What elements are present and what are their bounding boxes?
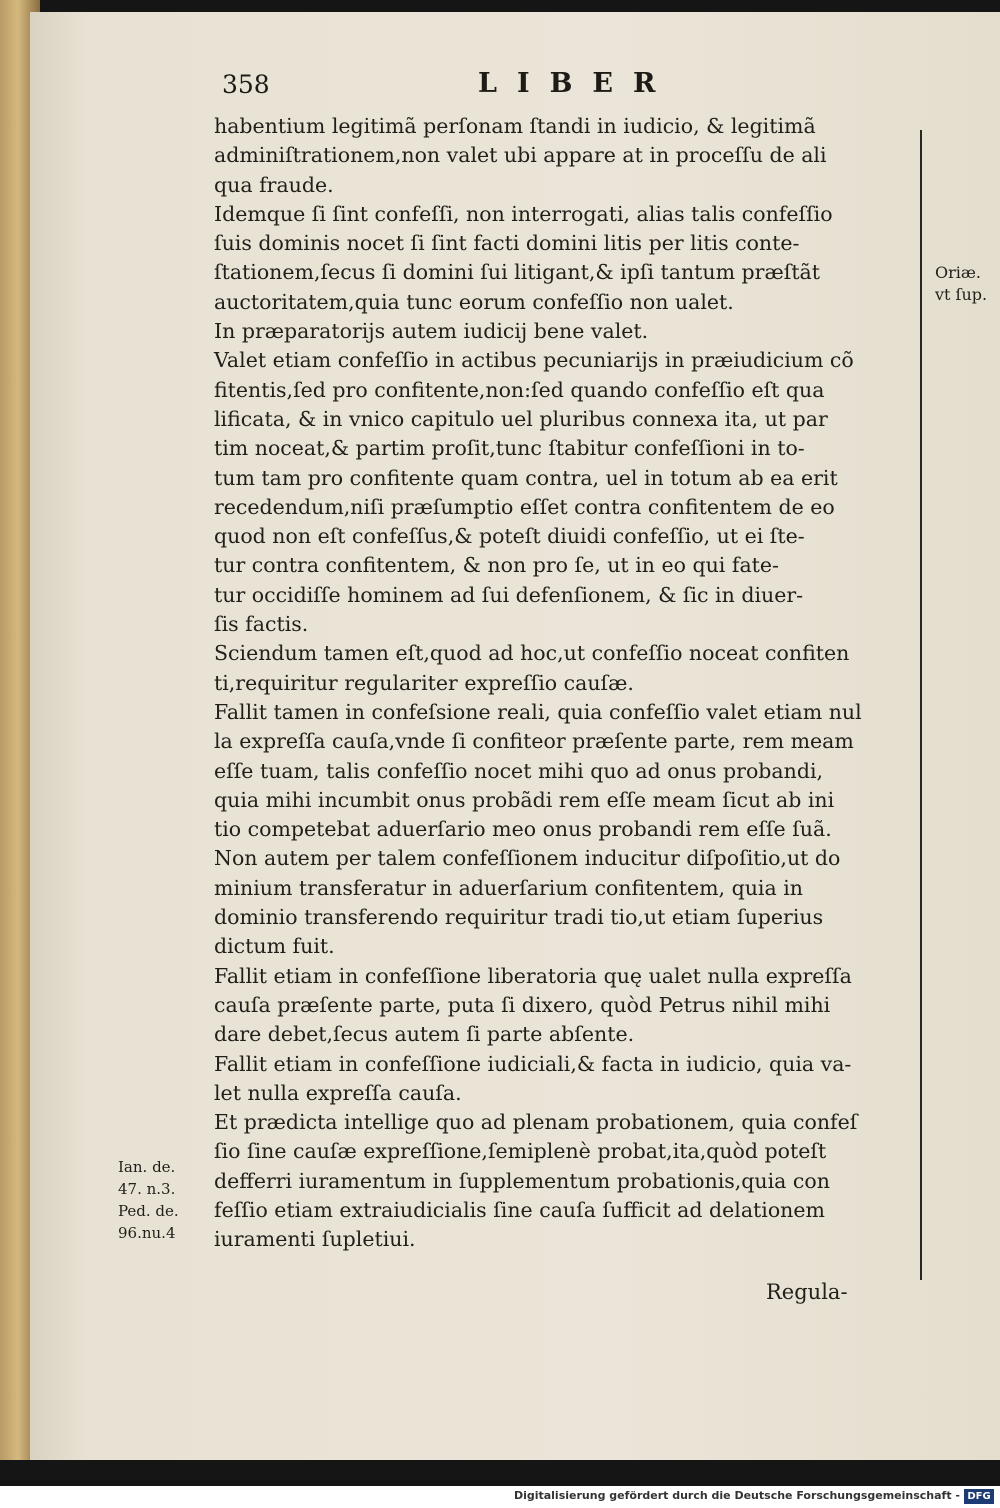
paragraph <box>214 317 914 346</box>
text-line: Fallit etiam in confeſſione iudiciali,& facta in iudicio, quia va- <box>214 1051 852 1076</box>
text-line: tum tam pro confitente quam contra, uel in totum ab ea erit <box>214 465 838 490</box>
text-line: Sciendum tamen eſt,quod ad hoc,ut confeſſio noceat confiten <box>214 641 850 666</box>
margin-note-line: 96.nu.4 <box>118 1224 176 1242</box>
text-line: qua fraude. <box>214 172 334 197</box>
catchword: Regula- <box>766 1280 848 1304</box>
text-line: la expreſſa cauſa,vnde ſi confiteor præſente parte, rem meam <box>214 729 854 754</box>
text-line: feſſio etiam extraiudicialis ſine cauſa ſufficit ad delationem <box>214 1197 825 1222</box>
body-text <box>214 112 914 1255</box>
text-line: quod non eſt confeſſus,& poteſt diuidi confeſſio, ut ei ſte- <box>214 524 805 549</box>
text-line: In præparatorijs autem iudicij bene valet. <box>214 319 649 344</box>
text-line: dominio transferendo requiritur tradi tio,ut etiam ſuperius <box>214 905 824 930</box>
margin-note-right <box>935 262 987 306</box>
text-line: tur contra confitentem, & non pro ſe, ut in eo qui fate- <box>214 553 779 578</box>
text-line: recedendum,niſi præſumptio eſſet contra confitentem de eo <box>214 494 835 519</box>
text-line: tur occidiſſe hominem ad ſui defenſionem, & ſic in diuer- <box>214 582 804 607</box>
paragraph <box>214 962 914 1050</box>
text-line: tim noceat,& partim proſit,tunc ſtabitur confeſſioni in to- <box>214 436 805 461</box>
margin-note-line: Oriæ. <box>935 263 982 282</box>
text-line: adminiſtrationem,non valet ubi appare at in proceſſu de ali <box>214 143 827 168</box>
paragraph <box>214 1108 914 1254</box>
text-line: let nulla expreſſa cauſa. <box>214 1080 462 1105</box>
text-line: auctoritatem,quia tunc eorum confeſſio non ualet. <box>214 289 734 314</box>
text-line: lificata, & in vnico capitulo uel pluribus connexa ita, ut par <box>214 406 828 431</box>
margin-note-line: Ped. de. <box>118 1202 179 1220</box>
text-line: tio competebat aduerſario meo onus probandi rem eſſe ſuã. <box>214 817 832 842</box>
paragraph <box>214 639 914 698</box>
text-line: ſio ſine cauſæ expreſſione,ſemiplenè probat,ita,quòd poteſt <box>214 1139 827 1164</box>
dfg-logo: DFG <box>964 1489 994 1504</box>
paragraph <box>214 698 914 844</box>
text-line: Non autem per talem confeſſionem inducitur diſpoſitio,ut do <box>214 846 841 871</box>
paragraph <box>214 112 914 200</box>
text-line: cauſa præſente parte, puta ſi dixero, quòd Petrus nihil mihi <box>214 992 831 1017</box>
paragraph <box>214 200 914 317</box>
text-line: Valet etiam confeſſio in actibus pecuniarijs in præiudicium cõ <box>214 348 854 373</box>
text-line: ti,requiritur regulariter expreſſio cauſæ. <box>214 670 634 695</box>
running-head: LIBER <box>478 68 676 99</box>
text-line: eſſe tuam, talis confeſſio nocet mihi quo ad onus probandi, <box>214 758 824 783</box>
text-line: minium transferatur in aduerſarium confitentem, quia in <box>214 875 803 900</box>
margin-note-line: 47. n.3. <box>118 1180 176 1198</box>
text-line: dare debet,ſecus autem ſi parte abſente. <box>214 1022 635 1047</box>
text-line: fitentis,ſed pro confitente,non:ſed quando confeſſio eſt qua <box>214 377 825 402</box>
text-line: ſuis dominis nocet ſi ſint facti domini litis per litis conte- <box>214 231 800 256</box>
margin-rule <box>920 130 922 1280</box>
text-line: Idemque ſi ſint confeſſi, non interrogati, alias talis confeſſio <box>214 201 833 226</box>
text-line: dictum fuit. <box>214 934 335 959</box>
paragraph <box>214 346 914 639</box>
text-line: Fallit tamen in confeſsione reali, quia confeſſio valet etiam nul <box>214 699 862 724</box>
page-number: 358 <box>222 70 270 99</box>
text-line: quia mihi incumbit onus probãdi rem eſſe meam ſicut ab ini <box>214 787 835 812</box>
text-line: ſtationem,ſecus ſi domini ſui litigant,& ipſi tantum præſtãt <box>214 260 821 285</box>
footer-bar <box>0 1486 1000 1508</box>
text-line: iuramenti ſupletiui. <box>214 1227 416 1252</box>
text-line: Fallit etiam in confeſſione liberatoria quę ualet nulla expreſſa <box>214 963 852 988</box>
text-line: Et prædicta intellige quo ad plenam probationem, quia confeſ <box>214 1110 858 1135</box>
text-line: ſis factis. <box>214 612 309 637</box>
text-line: defferri iuramentum in ſupplementum probationis,quia con <box>214 1168 830 1193</box>
margin-note-line: Ian. de. <box>118 1158 176 1176</box>
paragraph <box>214 844 914 961</box>
margin-note-left <box>118 1156 179 1244</box>
margin-note-line: vt ſup. <box>935 285 988 304</box>
text-line: habentium legitimã perſonam ſtandi in iudicio, & legitimã <box>214 114 816 138</box>
paragraph <box>214 1050 914 1109</box>
funding-credit: Digitalisierung gefördert durch die Deutsche Forschungsgemeinschaft - <box>513 1489 960 1502</box>
